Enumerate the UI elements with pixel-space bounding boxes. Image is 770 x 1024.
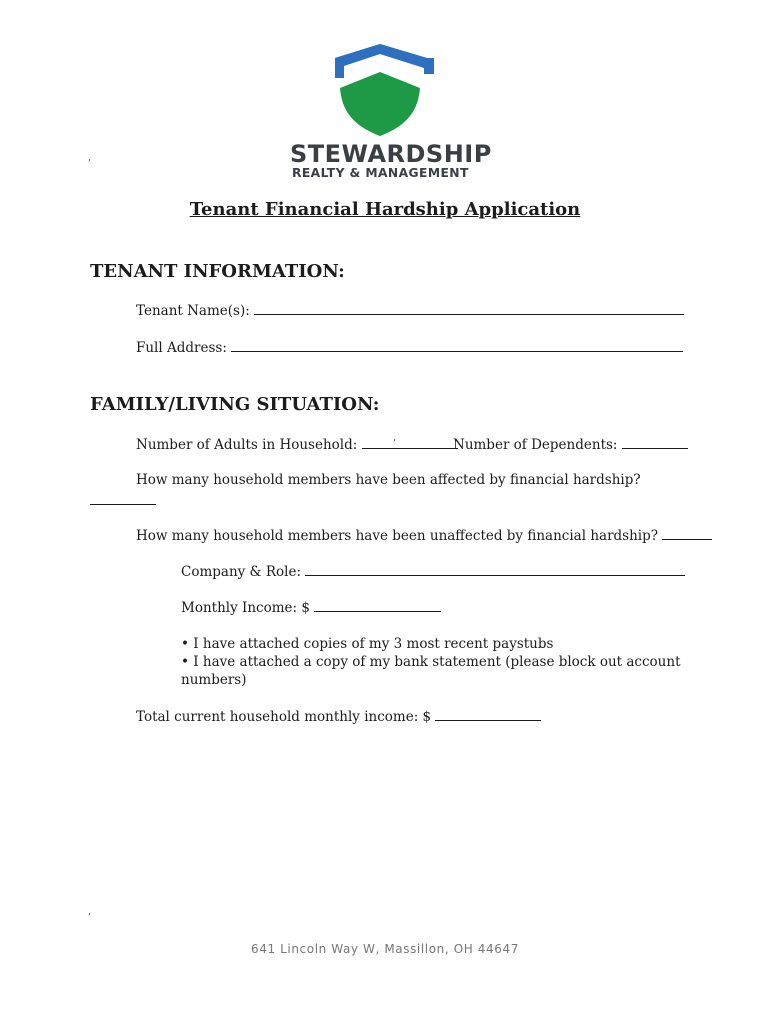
address-row bbox=[136, 339, 683, 356]
dependents-row bbox=[453, 436, 688, 453]
dependents-field[interactable] bbox=[622, 436, 688, 449]
company-row bbox=[181, 563, 685, 580]
bank-statement-bullet-cont: numbers) bbox=[181, 672, 247, 688]
page-title: Tenant Financial Hardship Application bbox=[189, 199, 581, 220]
company-field[interactable] bbox=[305, 563, 685, 576]
company-label: Company & Role: bbox=[181, 564, 302, 580]
brand-tagline: REALTY & MANAGEMENT bbox=[292, 166, 469, 180]
income-row bbox=[181, 599, 441, 616]
dependents-label: Number of Dependents: bbox=[453, 437, 618, 453]
logo-shield bbox=[340, 72, 420, 136]
address-label: Full Address: bbox=[136, 340, 227, 356]
income-label: Monthly Income: $ bbox=[181, 600, 310, 616]
total-income-label: Total current household monthly income: $ bbox=[136, 709, 432, 725]
affected-question: How many household members have been affected by financial hardship? bbox=[136, 472, 641, 488]
unaffected-row bbox=[136, 527, 712, 544]
tenant-info-heading: TENANT INFORMATION: bbox=[90, 261, 345, 282]
adults-field[interactable] bbox=[362, 436, 458, 449]
brand-name: STEWARDSHIP bbox=[290, 140, 492, 168]
total-income-row bbox=[136, 708, 541, 725]
family-heading: FAMILY/LIVING SITUATION: bbox=[90, 394, 380, 415]
total-income-field[interactable] bbox=[435, 708, 541, 721]
address-field[interactable] bbox=[231, 339, 683, 352]
adults-mark: , bbox=[393, 432, 397, 443]
affected-row bbox=[90, 492, 156, 509]
bank-statement-bullet: • I have attached a copy of my bank statement (please block out account bbox=[181, 654, 681, 670]
tenant-name-field[interactable] bbox=[254, 302, 684, 315]
tenant-name-label: Tenant Name(s): bbox=[136, 303, 250, 319]
stray-mark: , bbox=[88, 152, 92, 163]
adults-row bbox=[136, 436, 458, 453]
paystubs-bullet: • I have attached copies of my 3 most recent paystubs bbox=[181, 636, 554, 652]
tenant-name-row bbox=[136, 302, 684, 319]
unaffected-question: How many household members have been unaffected by financial hardship? bbox=[136, 528, 658, 544]
unaffected-field[interactable] bbox=[662, 527, 712, 540]
income-field[interactable] bbox=[314, 599, 441, 612]
logo-roof-left bbox=[335, 44, 380, 78]
affected-field[interactable] bbox=[90, 492, 156, 505]
footer-address: 641 Lincoln Way W, Massillon, OH 44647 bbox=[251, 942, 519, 956]
logo-roof-right bbox=[380, 44, 434, 74]
stray-mark-bottom: , bbox=[88, 906, 92, 917]
adults-label: Number of Adults in Household: bbox=[136, 437, 358, 453]
